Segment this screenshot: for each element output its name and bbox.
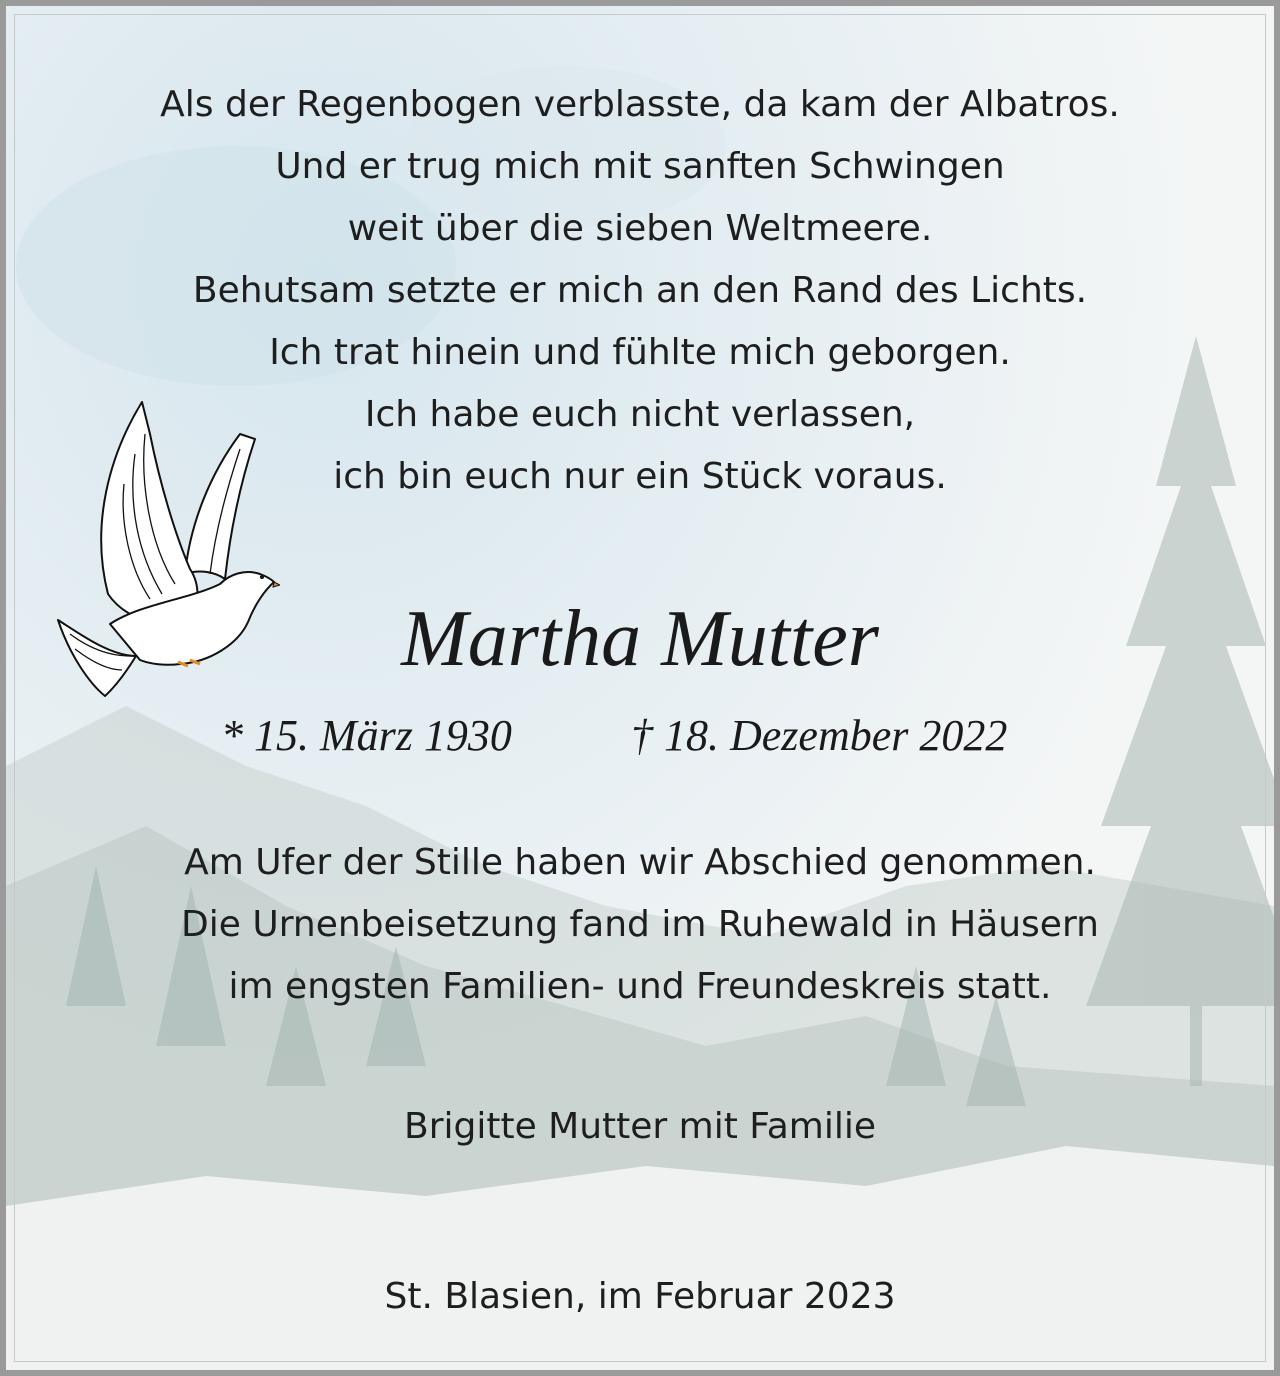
- birth-date: * 15. März 1930: [221, 711, 512, 760]
- deceased-name: Martha Mutter: [401, 595, 879, 683]
- poem-line: Ich habe euch nicht verlassen,: [364, 394, 916, 435]
- announcement-line: im engsten Familien- und Freundeskreis statt.: [228, 966, 1052, 1007]
- poem-line: Als der Regenbogen verblasste, da kam der Albatros.: [160, 84, 1120, 125]
- announcement-line: Am Ufer der Stille haben wir Abschied genommen.: [184, 842, 1096, 883]
- death-date: † 18. Dezember 2022: [631, 711, 1008, 760]
- announcement-line: Die Urnenbeisetzung fand im Ruhewald in Häusern: [181, 904, 1099, 945]
- signature: Brigitte Mutter mit Familie: [404, 1106, 876, 1147]
- poem-line: Behutsam setzte er mich an den Rand des Lichts.: [192, 270, 1088, 311]
- poem-line: ich bin euch nur ein Stück voraus.: [333, 456, 947, 497]
- poem-line: Und er trug mich mit sanften Schwingen: [275, 146, 1005, 187]
- poem-line: Ich trat hinein und fühlte mich geborgen.: [269, 332, 1011, 373]
- place-date: St. Blasien, im Februar 2023: [384, 1276, 896, 1317]
- poem-line: weit über die sieben Weltmeere.: [347, 208, 933, 249]
